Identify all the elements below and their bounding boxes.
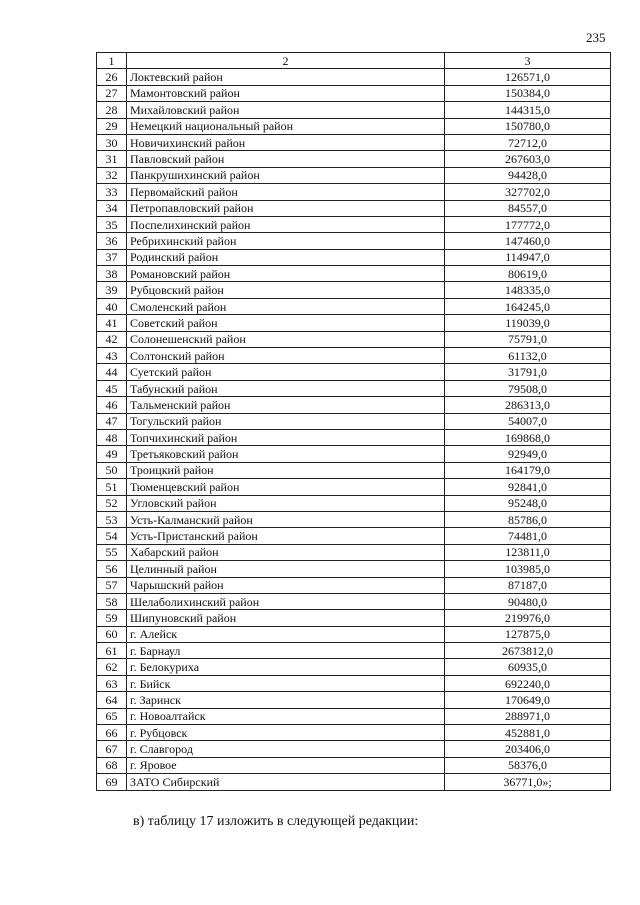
district-name: Павловский район	[127, 151, 445, 167]
district-name: Тальменский район	[127, 397, 445, 413]
row-value: 94428,0	[445, 167, 611, 183]
row-number: 27	[97, 85, 127, 101]
table-header-row	[97, 53, 611, 69]
row-number: 58	[97, 593, 127, 609]
page-number: 235	[586, 30, 606, 45]
row-number: 36	[97, 233, 127, 249]
district-name: г. Яровое	[127, 757, 445, 773]
table-row	[97, 643, 611, 659]
table-row	[97, 413, 611, 429]
row-value: 92949,0	[445, 446, 611, 462]
row-number: 64	[97, 692, 127, 708]
row-number: 54	[97, 528, 127, 544]
column-header-name: 2	[127, 53, 445, 69]
table-row	[97, 184, 611, 200]
district-name: Рубцовский район	[127, 282, 445, 298]
table-row	[97, 102, 611, 118]
row-number: 35	[97, 216, 127, 232]
table-row	[97, 397, 611, 413]
row-number: 32	[97, 167, 127, 183]
row-value: 327702,0	[445, 184, 611, 200]
table-row	[97, 610, 611, 626]
row-value: 692240,0	[445, 675, 611, 691]
row-value: 203406,0	[445, 741, 611, 757]
district-name: Суетский район	[127, 364, 445, 380]
row-value: 74481,0	[445, 528, 611, 544]
table-row	[97, 675, 611, 691]
row-value: 72712,0	[445, 134, 611, 150]
table-row	[97, 167, 611, 183]
district-name: Солтонский район	[127, 348, 445, 364]
district-name: г. Белокуриха	[127, 659, 445, 675]
row-value: 164179,0	[445, 462, 611, 478]
table-row	[97, 511, 611, 527]
table-row	[97, 282, 611, 298]
district-name: Усть-Калманский район	[127, 511, 445, 527]
row-value: 126571,0	[445, 69, 611, 85]
row-value: 61132,0	[445, 348, 611, 364]
row-number: 39	[97, 282, 127, 298]
table-row	[97, 774, 611, 790]
row-number: 26	[97, 69, 127, 85]
row-number: 57	[97, 577, 127, 593]
table-row	[97, 528, 611, 544]
row-value: 87187,0	[445, 577, 611, 593]
row-number: 68	[97, 757, 127, 773]
district-name: Смоленский район	[127, 298, 445, 314]
data-table	[96, 52, 611, 791]
table-row	[97, 446, 611, 462]
district-name: Шипуновский район	[127, 610, 445, 626]
table-row	[97, 577, 611, 593]
district-name: г. Славгород	[127, 741, 445, 757]
table-row	[97, 348, 611, 364]
district-name: Шелаболихинский район	[127, 593, 445, 609]
row-number: 34	[97, 200, 127, 216]
table-row	[97, 216, 611, 232]
district-name: Чарышский район	[127, 577, 445, 593]
district-name: Третьяковский район	[127, 446, 445, 462]
row-number: 47	[97, 413, 127, 429]
table-row	[97, 462, 611, 478]
row-number: 59	[97, 610, 127, 626]
district-name: Троицкий район	[127, 462, 445, 478]
district-name: Мамонтовский район	[127, 85, 445, 101]
district-name: Первомайский район	[127, 184, 445, 200]
row-value: 170649,0	[445, 692, 611, 708]
district-name: г. Рубцовск	[127, 725, 445, 741]
table-row	[97, 118, 611, 134]
row-number: 55	[97, 544, 127, 560]
row-number: 66	[97, 725, 127, 741]
row-number: 52	[97, 495, 127, 511]
row-value: 123811,0	[445, 544, 611, 560]
district-name: Топчихинский район	[127, 429, 445, 445]
row-value: 85786,0	[445, 511, 611, 527]
table-row	[97, 757, 611, 773]
row-value: 177772,0	[445, 216, 611, 232]
district-name: Немецкий национальный район	[127, 118, 445, 134]
row-number: 40	[97, 298, 127, 314]
district-name: г. Заринск	[127, 692, 445, 708]
table-row	[97, 561, 611, 577]
row-value: 144315,0	[445, 102, 611, 118]
row-value: 31791,0	[445, 364, 611, 380]
district-name: Михайловский район	[127, 102, 445, 118]
table-row	[97, 266, 611, 282]
table-row	[97, 85, 611, 101]
district-name: Родинский район	[127, 249, 445, 265]
district-name: Поспелихинский район	[127, 216, 445, 232]
district-name: Усть-Пристанский район	[127, 528, 445, 544]
district-name: Солонешенский район	[127, 331, 445, 347]
column-header-value: 3	[445, 53, 611, 69]
row-number: 38	[97, 266, 127, 282]
district-name: Локтевский район	[127, 69, 445, 85]
district-name: ЗАТО Сибирский	[127, 774, 445, 790]
row-number: 60	[97, 626, 127, 642]
district-name: г. Алейск	[127, 626, 445, 642]
district-name: г. Новоалтайск	[127, 708, 445, 724]
row-value: 58376,0	[445, 757, 611, 773]
table-row	[97, 134, 611, 150]
district-name: Советский район	[127, 315, 445, 331]
district-name: Петропавловский район	[127, 200, 445, 216]
table-row	[97, 249, 611, 265]
row-value: 147460,0	[445, 233, 611, 249]
row-number: 51	[97, 479, 127, 495]
row-value: 95248,0	[445, 495, 611, 511]
row-value: 60935,0	[445, 659, 611, 675]
table-row	[97, 380, 611, 396]
row-value: 286313,0	[445, 397, 611, 413]
row-number: 44	[97, 364, 127, 380]
table-row	[97, 364, 611, 380]
row-value: 84557,0	[445, 200, 611, 216]
table-row	[97, 725, 611, 741]
row-value: 36771,0»;	[445, 774, 611, 790]
table-row	[97, 298, 611, 314]
row-number: 43	[97, 348, 127, 364]
table-body	[97, 69, 611, 790]
row-value: 2673812,0	[445, 643, 611, 659]
district-name: Хабарский район	[127, 544, 445, 560]
district-name: Табунский район	[127, 380, 445, 396]
row-number: 49	[97, 446, 127, 462]
column-header-number: 1	[97, 53, 127, 69]
row-value: 127875,0	[445, 626, 611, 642]
row-number: 67	[97, 741, 127, 757]
row-value: 79508,0	[445, 380, 611, 396]
row-value: 150384,0	[445, 85, 611, 101]
row-number: 41	[97, 315, 127, 331]
row-number: 42	[97, 331, 127, 347]
row-number: 50	[97, 462, 127, 478]
district-name: Романовский район	[127, 266, 445, 282]
row-value: 164245,0	[445, 298, 611, 314]
row-number: 45	[97, 380, 127, 396]
district-name: Ребрихинский район	[127, 233, 445, 249]
row-number: 65	[97, 708, 127, 724]
table-row	[97, 495, 611, 511]
table-row	[97, 479, 611, 495]
district-name: Панкрушихинский район	[127, 167, 445, 183]
district-name: Угловский район	[127, 495, 445, 511]
row-value: 119039,0	[445, 315, 611, 331]
row-number: 46	[97, 397, 127, 413]
row-value: 150780,0	[445, 118, 611, 134]
row-number: 33	[97, 184, 127, 200]
row-value: 54007,0	[445, 413, 611, 429]
table-row	[97, 659, 611, 675]
row-value: 90480,0	[445, 593, 611, 609]
row-number: 37	[97, 249, 127, 265]
table-row	[97, 151, 611, 167]
row-number: 31	[97, 151, 127, 167]
district-name: Тюменцевский район	[127, 479, 445, 495]
district-name: Целинный район	[127, 561, 445, 577]
row-value: 75791,0	[445, 331, 611, 347]
district-name: Новичихинский район	[127, 134, 445, 150]
row-number: 48	[97, 429, 127, 445]
row-value: 169868,0	[445, 429, 611, 445]
table-row	[97, 200, 611, 216]
row-number: 63	[97, 675, 127, 691]
row-number: 56	[97, 561, 127, 577]
table-row	[97, 593, 611, 609]
district-name: г. Бийск	[127, 675, 445, 691]
row-number: 53	[97, 511, 127, 527]
row-number: 29	[97, 118, 127, 134]
table-row	[97, 69, 611, 85]
table-row	[97, 315, 611, 331]
row-value: 219976,0	[445, 610, 611, 626]
row-value: 114947,0	[445, 249, 611, 265]
row-value: 103985,0	[445, 561, 611, 577]
row-value: 148335,0	[445, 282, 611, 298]
row-number: 62	[97, 659, 127, 675]
row-number: 30	[97, 134, 127, 150]
row-number: 61	[97, 643, 127, 659]
row-value: 267603,0	[445, 151, 611, 167]
table-row	[97, 331, 611, 347]
row-number: 28	[97, 102, 127, 118]
district-name: Тогульский район	[127, 413, 445, 429]
table-row	[97, 708, 611, 724]
table-row	[97, 233, 611, 249]
row-value: 288971,0	[445, 708, 611, 724]
row-number: 69	[97, 774, 127, 790]
district-name: г. Барнаул	[127, 643, 445, 659]
table-row	[97, 741, 611, 757]
row-value: 80619,0	[445, 266, 611, 282]
table-row	[97, 626, 611, 642]
row-value: 452881,0	[445, 725, 611, 741]
table-row	[97, 692, 611, 708]
row-value: 92841,0	[445, 479, 611, 495]
table-row	[97, 429, 611, 445]
table-row	[97, 544, 611, 560]
footer-text: в) таблицу 17 изложить в следующей редакции:	[133, 814, 419, 829]
